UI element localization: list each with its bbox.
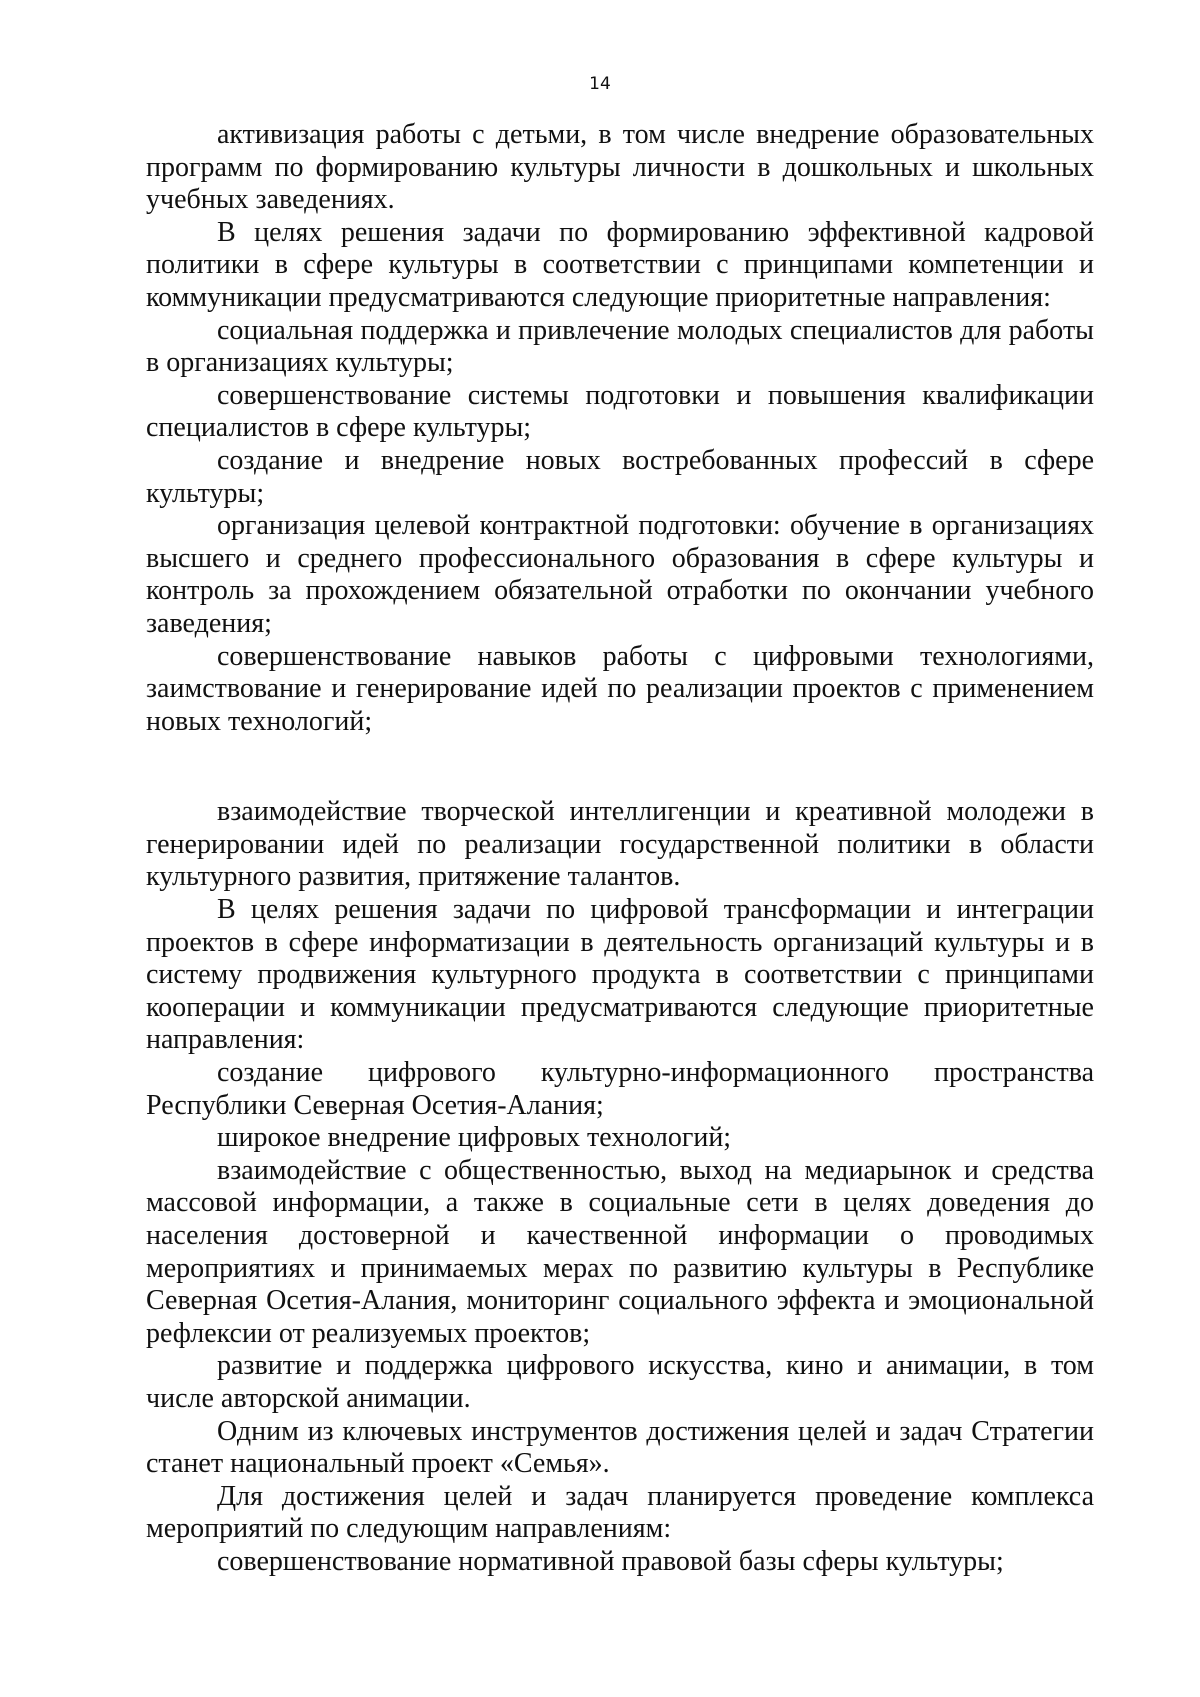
paragraph: Одним из ключевых инструментов достижения целей и задач Стратегии станет национальный проект «Семья». <box>146 1415 1094 1480</box>
paragraph: совершенствование навыков работы с цифровыми технологиями, заимствование и генерирование идей по реализации проектов с применением новых технологий; <box>146 640 1094 737</box>
paragraph: социальная поддержка и привлечение молодых специалистов для работы в организациях культуры; <box>146 314 1094 379</box>
page-number: 14 <box>589 74 611 94</box>
paragraph: совершенствование нормативной правовой базы сферы культуры; <box>217 1545 1004 1577</box>
paragraph: развитие и поддержка цифрового искусства, кино и анимации, в том числе авторской анимации. <box>146 1350 1094 1414</box>
paragraph: широкое внедрение цифровых технологий; <box>217 1122 732 1154</box>
paragraph: создание цифрового культурно-информационного пространства Республики Северная Осетия-Алания; <box>146 1057 1094 1121</box>
body-text <box>146 119 1094 1579</box>
blank-gap <box>146 738 1094 796</box>
paragraph: Для достижения целей и задач планируется проведение комплекса мероприятий по следующим направлениям: <box>146 1480 1094 1545</box>
paragraph: создание и внедрение новых востребованных профессий в сфере культуры; <box>146 444 1094 509</box>
paragraph: В целях решения задачи по формированию эффективной кадровой политики в сфере культуры в соответствии с принципами компетенции и коммуникации предусматриваются следующие приоритетные направления: <box>146 216 1094 313</box>
paragraph: активизация работы с детьми, в том числе внедрение образовательных программ по формированию культуры личности в дошкольных и школьных учебных заведениях. <box>146 119 1094 216</box>
paragraph: взаимодействие с общественностью, выход на медиарынок и средства массовой информации, а также в социальные сети в целях доведения до населения достоверной и качественной информации о проводимых мероприятиях и принимаемых мерах по развитию культуры в Республике Северная Осетия-Алания, мониторинг социального эффекта и эмоциональной рефлексии от реализуемых проектов; <box>146 1154 1094 1349</box>
paragraph: совершенствование системы подготовки и повышения квалификации специалистов в сфере культуры; <box>146 379 1094 444</box>
paragraph: организация целевой контрактной подготовки: обучение в организациях высшего и среднего профессионального образования в сфере культуры и контроль за прохождением обязательной отработки по окончании учебного заведения; <box>146 510 1094 639</box>
paragraph: взаимодействие творческой интеллигенции и креативной молодежи в генерировании идей по реализации государственной политики в области культурного развития, притяжение талантов. <box>146 796 1094 893</box>
paragraph: В целях решения задачи по цифровой трансформации и интеграции проектов в сфере информатизации в деятельность организаций культуры и в систему продвижения культурного продукта в соответствии с принципами кооперации и коммуникации предусматриваются следующие приоритетные направления: <box>146 894 1094 1056</box>
